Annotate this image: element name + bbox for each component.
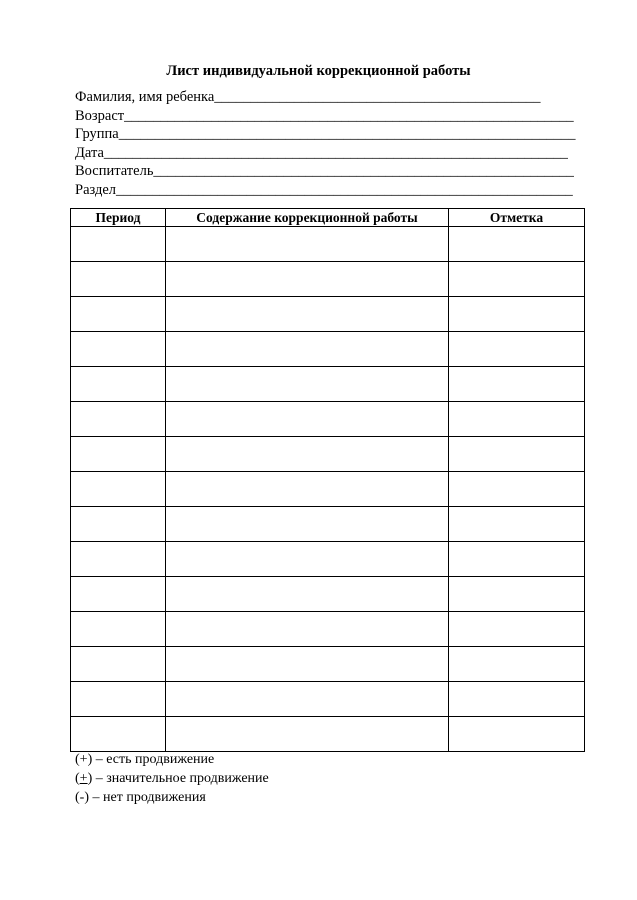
content-cell[interactable] (166, 402, 449, 437)
form-fields (75, 88, 595, 199)
legend-sign: + (79, 771, 88, 786)
column-header-content: Содержание коррекционной работы (166, 209, 449, 227)
legend-text: ) – есть продвижение (87, 752, 215, 767)
period-cell[interactable] (71, 402, 166, 437)
mark-cell[interactable] (449, 402, 585, 437)
content-cell[interactable] (166, 682, 449, 717)
period-cell[interactable] (71, 682, 166, 717)
content-cell[interactable] (166, 507, 449, 542)
table-row (71, 402, 585, 437)
table-row (71, 262, 585, 297)
period-cell[interactable] (71, 577, 166, 612)
age-field[interactable]: Возраст______________________________________________________________ (75, 107, 574, 124)
column-header-mark: Отметка (449, 209, 585, 227)
table-header-row (71, 209, 585, 227)
legend-prefix: ( (75, 790, 80, 805)
mark-cell[interactable] (449, 682, 585, 717)
table-row (71, 717, 585, 752)
table-row (71, 542, 585, 577)
table-row (71, 297, 585, 332)
period-cell[interactable] (71, 262, 166, 297)
mark-cell[interactable] (449, 542, 585, 577)
content-cell[interactable] (166, 437, 449, 472)
table-row (71, 612, 585, 647)
period-cell[interactable] (71, 647, 166, 682)
table-row (71, 577, 585, 612)
legend-prefix: ( (75, 771, 80, 786)
content-cell[interactable] (166, 332, 449, 367)
period-cell[interactable] (71, 542, 166, 577)
table-row (71, 472, 585, 507)
table-row (71, 437, 585, 472)
mark-cell[interactable] (449, 437, 585, 472)
content-cell[interactable] (166, 472, 449, 507)
legend-item-significant-progress (75, 769, 269, 788)
table-row (71, 682, 585, 717)
period-cell[interactable] (71, 472, 166, 507)
content-cell[interactable] (166, 297, 449, 332)
group-field[interactable]: Группа_______________________________________________________________ (75, 126, 576, 142)
period-cell[interactable] (71, 297, 166, 332)
correction-work-table (70, 208, 585, 752)
mark-cell[interactable] (449, 262, 585, 297)
content-cell[interactable] (166, 612, 449, 647)
content-cell[interactable] (166, 227, 449, 262)
content-cell[interactable] (166, 262, 449, 297)
section-field[interactable]: Раздел_______________________________________________________________ (75, 181, 573, 198)
period-cell[interactable] (71, 507, 166, 542)
mark-cell[interactable] (449, 332, 585, 367)
content-cell[interactable] (166, 577, 449, 612)
period-cell[interactable] (71, 437, 166, 472)
mark-cell[interactable] (449, 227, 585, 262)
content-cell[interactable] (166, 542, 449, 577)
content-cell[interactable] (166, 367, 449, 402)
teacher-field[interactable]: Воспитатель__________________________________________________________ (75, 163, 574, 179)
period-cell[interactable] (71, 612, 166, 647)
table-row (71, 367, 585, 402)
table-row (71, 227, 585, 262)
period-cell[interactable] (71, 367, 166, 402)
legend-item-progress (75, 750, 269, 769)
mark-cell[interactable] (449, 472, 585, 507)
period-cell[interactable] (71, 332, 166, 367)
table-body (71, 227, 585, 752)
table-row (71, 332, 585, 367)
mark-cell[interactable] (449, 367, 585, 402)
column-header-period: Период (71, 209, 166, 227)
mark-cell[interactable] (449, 577, 585, 612)
period-cell[interactable] (71, 717, 166, 752)
mark-cell[interactable] (449, 507, 585, 542)
date-field[interactable]: Дата________________________________________________________________ (75, 144, 568, 161)
page-title: Лист индивидуальной коррекционной работы (166, 63, 471, 79)
mark-cell[interactable] (449, 612, 585, 647)
mark-cell[interactable] (449, 717, 585, 752)
legend-text: ) – значительное продвижение (87, 771, 269, 786)
period-cell[interactable] (71, 227, 166, 262)
table-row (71, 507, 585, 542)
legend-text: ) – нет продвижения (84, 790, 206, 805)
table-row (71, 647, 585, 682)
mark-cell[interactable] (449, 647, 585, 682)
child-name-field[interactable]: Фамилия, имя ребенка_____________________________________________ (75, 89, 541, 105)
content-cell[interactable] (166, 717, 449, 752)
content-cell[interactable] (166, 647, 449, 682)
legend-item-no-progress (75, 788, 269, 807)
legend-sign: - (79, 790, 85, 805)
legend-prefix: ( (75, 752, 80, 767)
mark-cell[interactable] (449, 297, 585, 332)
legend-sign: + (79, 752, 88, 767)
legend (75, 750, 269, 807)
